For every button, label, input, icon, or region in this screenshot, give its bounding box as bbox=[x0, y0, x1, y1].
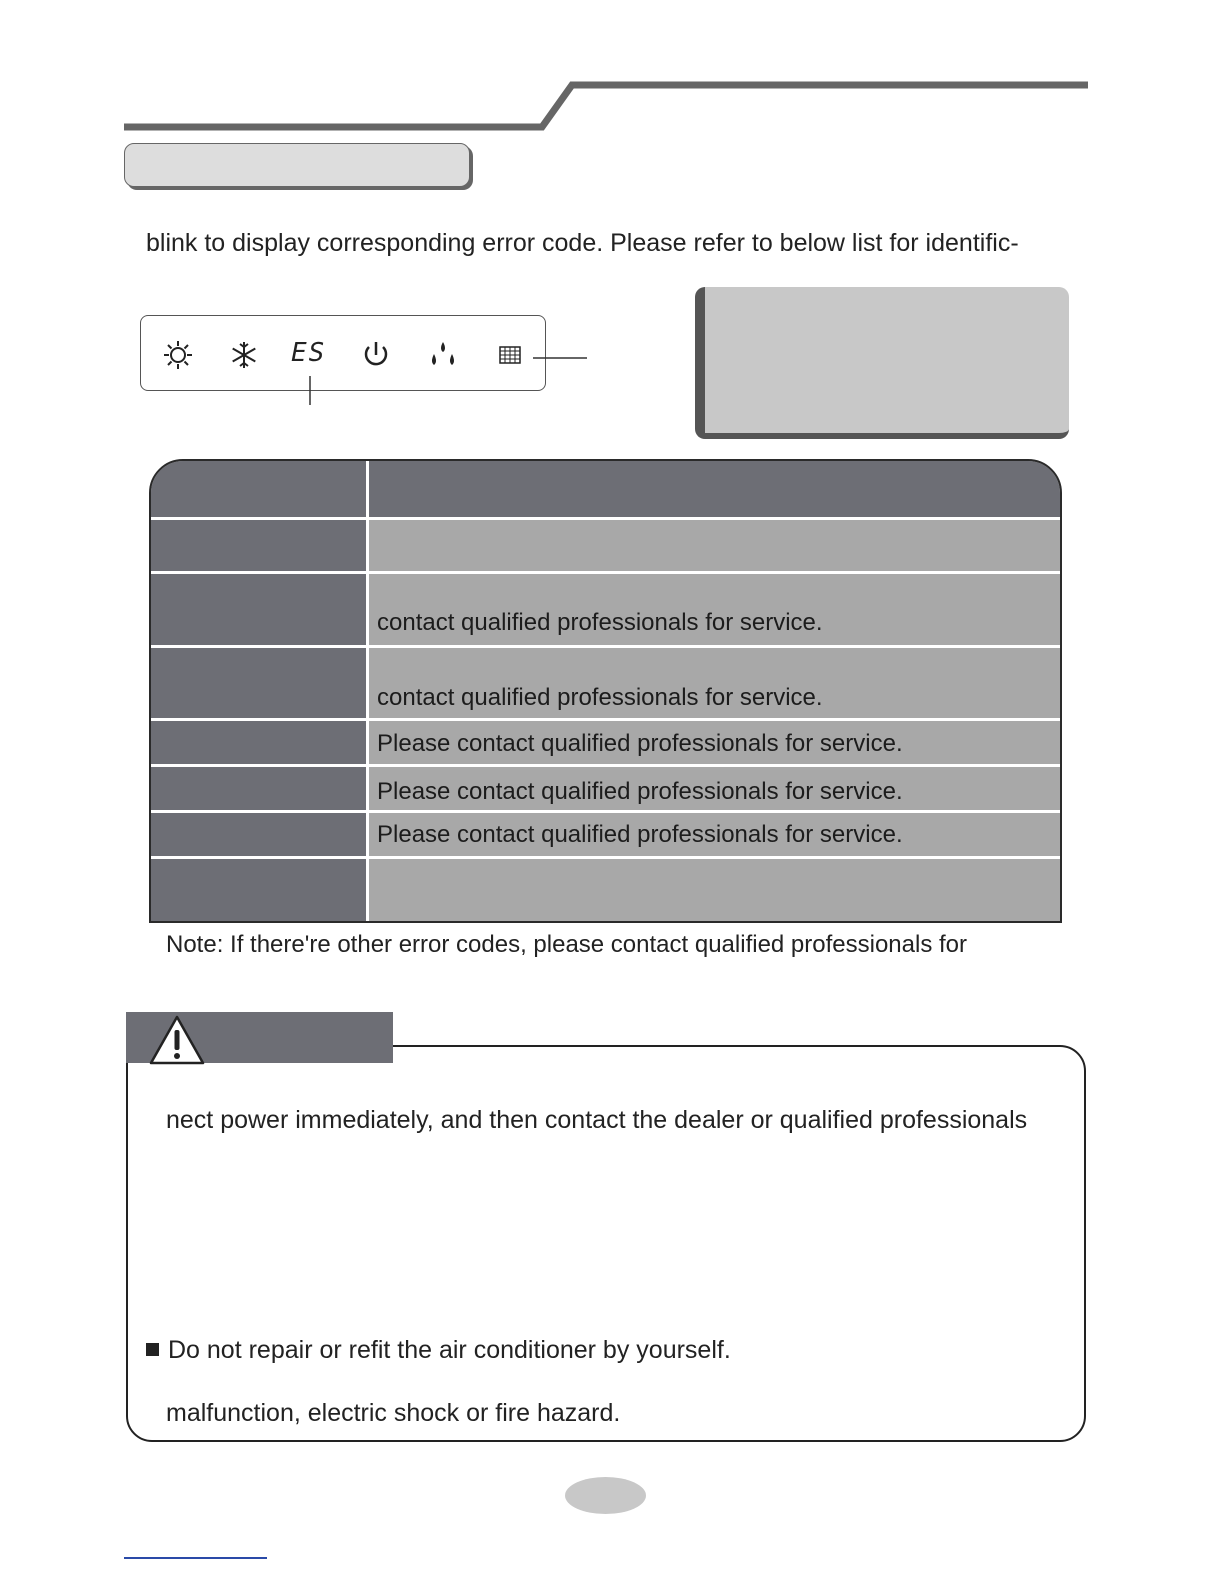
intro-text: blink to display corresponding error code. Please refer to below list for identific- bbox=[146, 229, 1019, 257]
row-desc-cell bbox=[369, 721, 1060, 764]
caution-bullet-text: Do not repair or refit the air conditioner by yourself. bbox=[168, 1336, 731, 1364]
row-desc-cell bbox=[369, 648, 1060, 718]
table-header-row bbox=[151, 461, 1060, 517]
row-code-cell bbox=[151, 767, 369, 810]
row-desc-cell bbox=[369, 574, 1060, 645]
row-desc-text: Please contact qualified professionals for service. bbox=[377, 821, 903, 848]
caution-line: nect power immediately, and then contact the dealer or qualified professionals bbox=[166, 1106, 1028, 1134]
caution-bullet-line bbox=[146, 1336, 731, 1365]
header-code-cell bbox=[151, 461, 369, 517]
bullet-square-icon bbox=[146, 1343, 159, 1356]
table-row bbox=[151, 721, 1060, 764]
row-desc-text: Please contact qualified professionals for service. bbox=[377, 730, 903, 757]
note-text: Note: If there're other error codes, please contact qualified professionals for bbox=[166, 931, 968, 958]
page-number-oval bbox=[565, 1477, 646, 1514]
callout-box bbox=[695, 287, 1069, 439]
table-row bbox=[151, 574, 1060, 645]
row-code-cell bbox=[151, 648, 369, 718]
row-desc-text: Please contact qualified professionals for service. bbox=[377, 778, 903, 805]
table-row bbox=[151, 859, 1060, 923]
error-code-table bbox=[149, 459, 1062, 923]
row-desc-cell bbox=[369, 767, 1060, 810]
header-desc-cell bbox=[369, 461, 1060, 517]
error-code-display: ES bbox=[291, 338, 327, 368]
caution-line: malfunction, electric shock or fire hazard. bbox=[166, 1399, 621, 1427]
table-row bbox=[151, 813, 1060, 856]
row-code-cell bbox=[151, 574, 369, 645]
row-desc-text: contact qualified professionals for service. bbox=[377, 609, 823, 636]
table-row bbox=[151, 520, 1060, 571]
caution-box bbox=[126, 1045, 1086, 1442]
row-desc-cell bbox=[369, 859, 1060, 923]
row-desc-text: contact qualified professionals for service. bbox=[377, 684, 823, 711]
row-code-cell bbox=[151, 721, 369, 764]
warning-triangle-icon bbox=[148, 1014, 206, 1066]
row-code-cell bbox=[151, 520, 369, 571]
row-desc-cell bbox=[369, 813, 1060, 856]
row-code-cell bbox=[151, 813, 369, 856]
table-row bbox=[151, 767, 1060, 810]
row-desc-cell bbox=[369, 520, 1060, 571]
row-code-cell bbox=[151, 859, 369, 923]
footer-rule bbox=[124, 1557, 267, 1559]
table-row bbox=[151, 648, 1060, 718]
